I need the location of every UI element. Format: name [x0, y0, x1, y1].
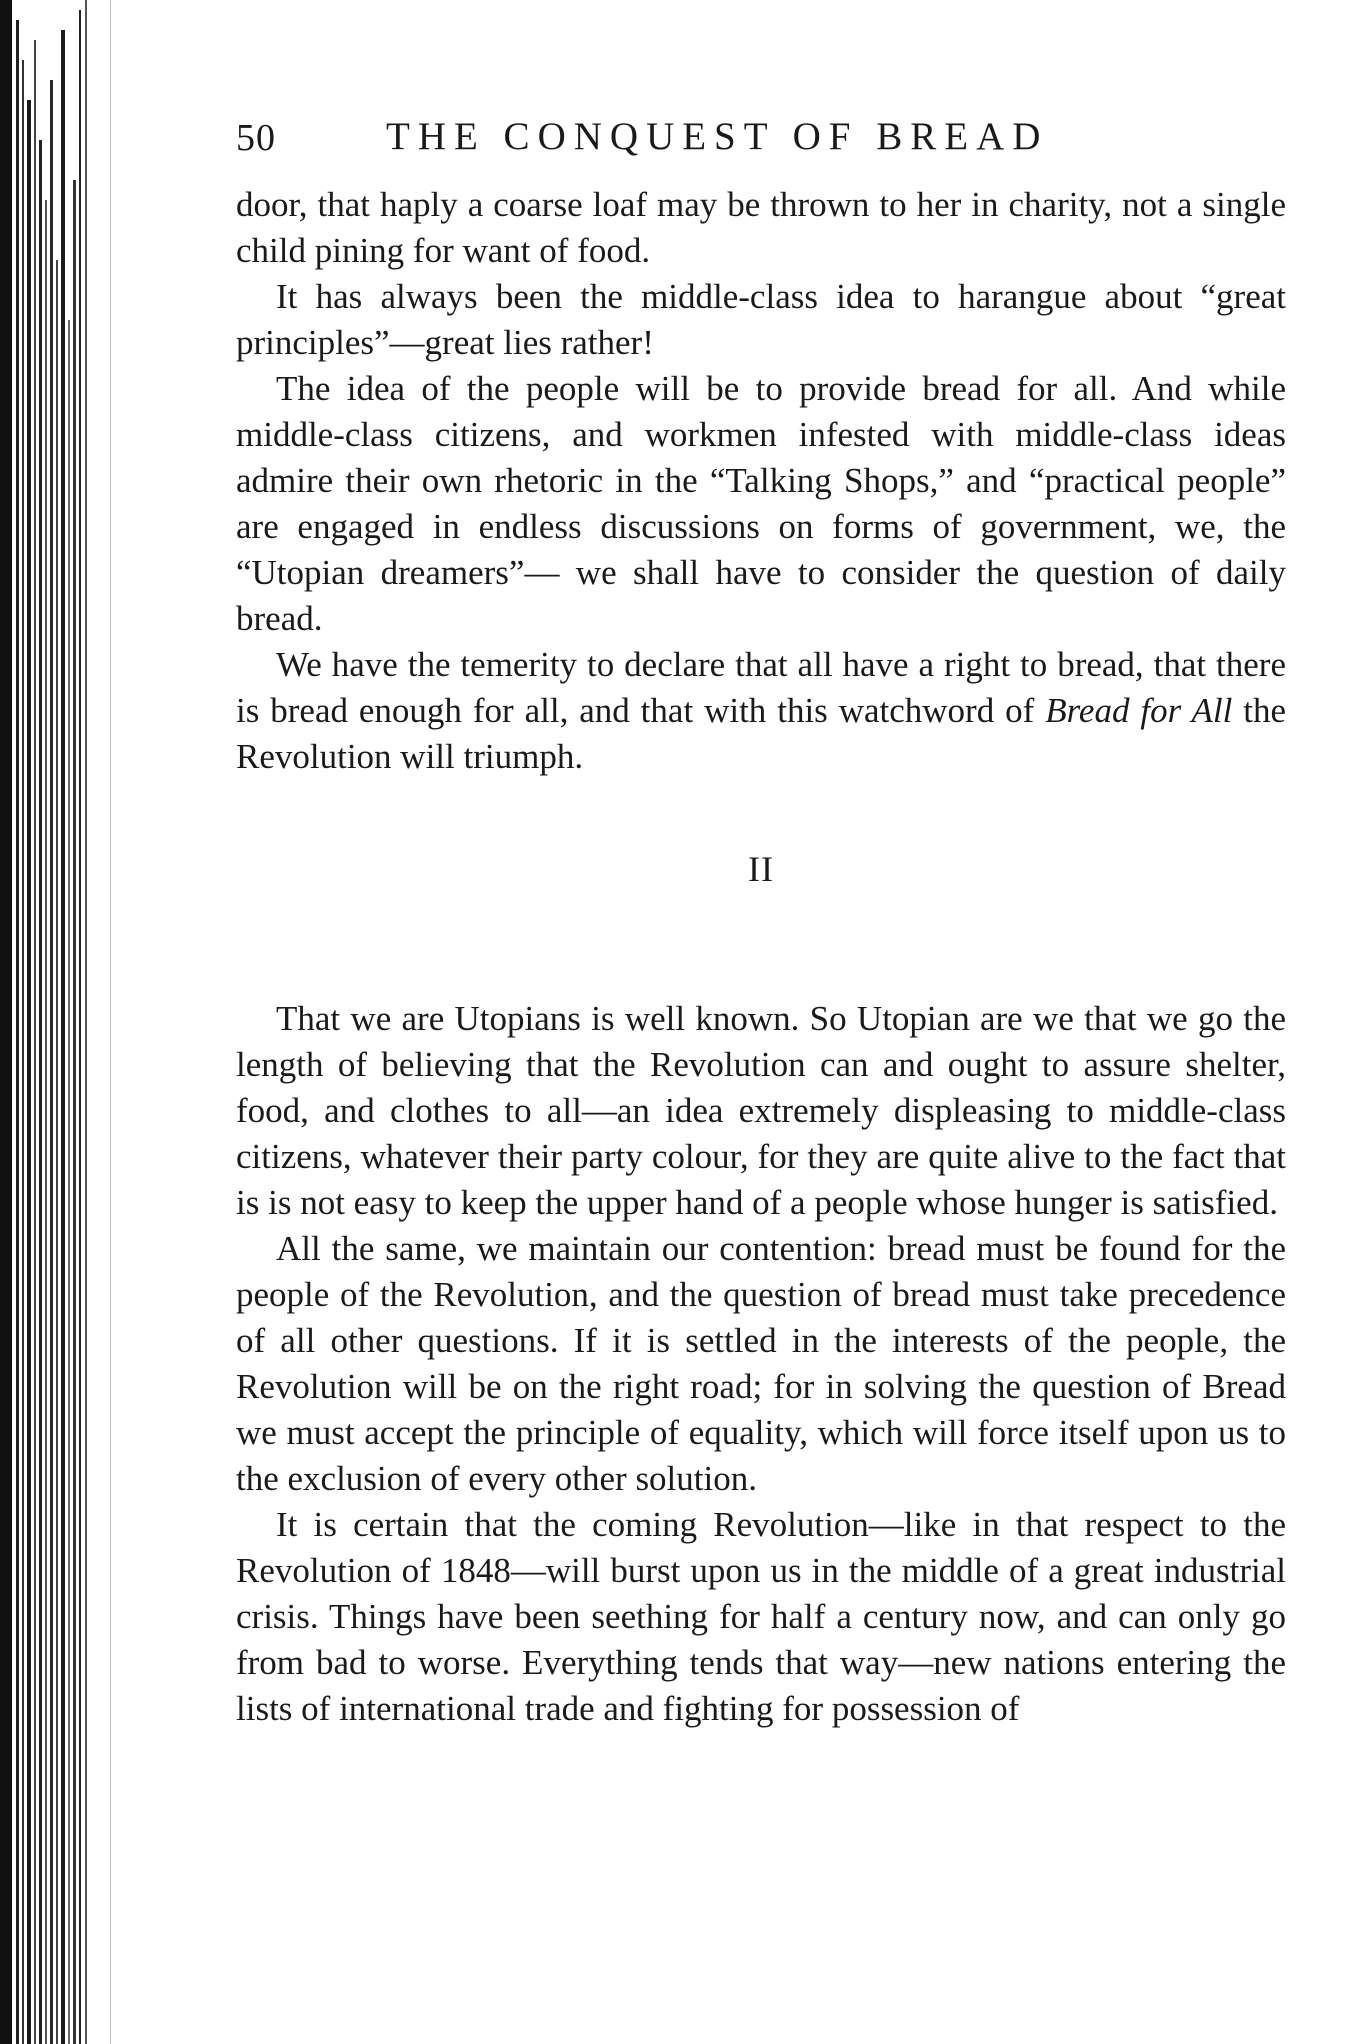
page-number: 50: [236, 117, 276, 159]
running-head: [236, 108, 1286, 168]
book-binding-edge: [0, 0, 120, 2044]
paragraph-utopians: That we are Utopians is well known. So Utopian are we that we go the length of believing that the Revolution can and ought to assure shelter, food, and clothes to all—an idea extremely displeasing to middle-class citizens, whatever their party colour, for they are quite alive to the fact that is is not easy to keep the upper hand of a people whose hunger is satisfied.: [236, 999, 1286, 1222]
paragraph-temerity-text: We have the temerity to declare that all have a right to bread, that there is bread enough for all, and that with this watchword of: [236, 645, 1286, 730]
paragraph-great-principles: It has always been the middle-class idea to harangue about “great principles”—great lies rather!: [236, 277, 1286, 362]
paragraph-contention: All the same, we maintain our contention: bread must be found for the people of the Revolution, and the question of bread must take precedence of all other questions. If it is settled in the interests of the people, the Revolution will be on the right road; for in solving the question of Bread we must accept the principle of equality, which will force itself upon us to the exclusion of every other solution.: [236, 1229, 1286, 1498]
paragraph-continued: door, that haply a coarse loaf may be thrown to her in charity, not a single child pining for want of food.: [236, 185, 1286, 270]
paragraph-temerity-emphasis: Bread for All: [1045, 691, 1233, 730]
paragraph-idea-of-the-people: The idea of the people will be to provide bread for all. And while middle-class citizens, and workmen infested with middle-class ideas admire their own rhetoric in the “Talking Shops,” and “practical people” are engaged in endless discussions on forms of government, we, the “Utopian dreamers”— we shall have to consider the question of daily bread.: [236, 369, 1286, 638]
paragraph-temerity: [236, 642, 1286, 780]
book-title: THE CONQUEST OF BREAD: [386, 115, 1049, 158]
page-text: [236, 108, 1286, 1732]
paragraph-temerity-end: the Revolution will triumph.: [236, 691, 1286, 776]
section-heading: II: [748, 849, 774, 889]
paragraph-coming-revolution: It is certain that the coming Revolution—like in that respect to the Revolution of 1848—will burst upon us in the middle of a great industrial crisis. Things have been seething for half a century now, and can only go from bad to worse. Everything tends that way—new nations entering the lists of international trade and fighting for possession of: [236, 1505, 1286, 1728]
